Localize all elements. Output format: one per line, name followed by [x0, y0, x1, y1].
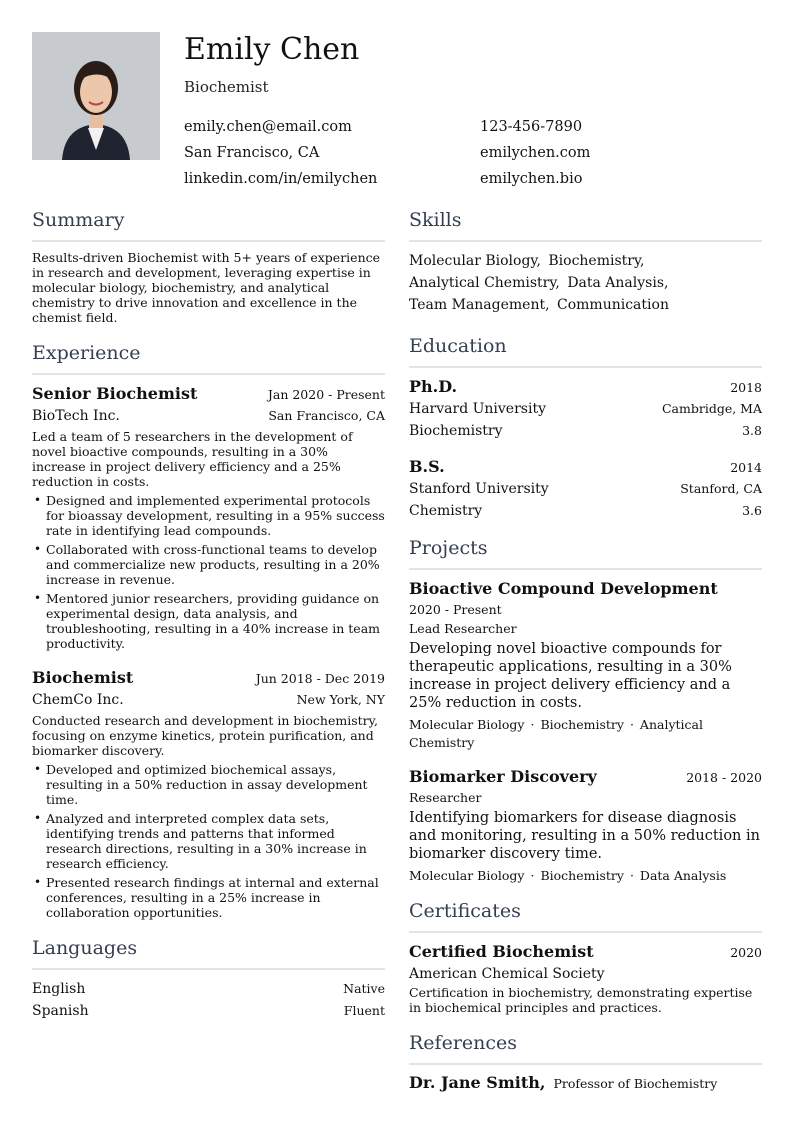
skills-heading: Skills [409, 208, 762, 242]
education-entry [409, 456, 762, 522]
summary-text: Results-driven Biochemist with 5+ years of experience in research and development, leveraging expertise in molecular biology, biochemistry, and analytical chemistry to drive innovation and excellence in the chemist field. [32, 250, 381, 325]
skill-item: Communication [557, 297, 669, 313]
certificate-description: Certification in biochemistry, demonstrating expertise in biochemical principles and practices. [409, 985, 753, 1015]
edu-year: 2014 [730, 460, 762, 475]
project-name: Bioactive Compound Development [409, 579, 718, 598]
project-role: Lead Researcher [409, 621, 517, 636]
edu-degree: B.S. [409, 457, 445, 476]
website-link[interactable]: emilychen.com [480, 145, 591, 161]
reference-name: Dr. Jane Smith, [409, 1073, 546, 1092]
edu-field: Biochemistry [409, 423, 503, 439]
job-company: ChemCo Inc. [32, 692, 124, 708]
profile-photo [32, 32, 160, 160]
contact-left [184, 114, 377, 192]
edu-field: Chemistry [409, 503, 483, 519]
edu-location: Cambridge, MA [661, 401, 762, 416]
job-bullet: • Presented research findings at internal and external conferences, resulting in a 25% increase in collaboration opportunities. [32, 875, 385, 920]
language-level: Fluent [343, 1003, 385, 1018]
reference-entry [409, 1073, 762, 1092]
project-tag: Molecular Biology [409, 868, 525, 883]
project-tag: Biochemistry [540, 717, 624, 732]
job-bullet: • Analyzed and interpreted complex data sets, identifying trends and patterns that informed research directions, resulting in a 30% increase in research efficiency. [32, 811, 385, 871]
experience-heading: Experience [32, 341, 385, 375]
summary-heading: Summary [32, 208, 385, 242]
language-row [32, 978, 385, 1000]
skills-list [409, 250, 762, 316]
projects-heading: Projects [409, 536, 762, 570]
language-name: English [32, 981, 86, 997]
project-dates: 2018 - 2020 [686, 770, 762, 785]
skill-item: Data Analysis, [567, 275, 669, 291]
candidate-name: Emily Chen [184, 32, 360, 67]
job-dates: Jan 2020 - Present [267, 387, 385, 402]
edu-degree: Ph.D. [409, 377, 458, 396]
project-description: Identifying biomarkers for disease diagnosis and monitoring, resulting in a 50% reduction in biomarker discovery time. [409, 810, 760, 862]
edu-gpa: 3.8 [742, 423, 762, 438]
job-location: New York, NY [296, 692, 385, 707]
skill-item: Biochemistry, [548, 253, 645, 269]
certificate-title: Certified Biochemist [409, 942, 594, 961]
job-bullet: • Designed and implemented experimental protocols for bioassay development, resulting in a 95% success rate in identifying lead compounds. [32, 493, 385, 538]
reference-role: Professor of Biochemistry [553, 1076, 718, 1091]
left-column [32, 208, 385, 1022]
job-title: Senior Biochemist [32, 384, 198, 403]
linkedin-link[interactable]: linkedin.com/in/emilychen [184, 171, 378, 187]
job-bullet: • Collaborated with cross-functional teams to develop and commercialize new products, resulting in a 20% increase in revenue. [32, 542, 385, 587]
project-tag: Analytical Chemistry [409, 717, 703, 750]
edu-location: Stanford, CA [680, 481, 762, 496]
resume-header [32, 32, 762, 192]
job-bullets [32, 762, 385, 920]
education-entry [409, 376, 762, 442]
job-bullets [32, 493, 385, 651]
job-bullet: • Developed and optimized biochemical assays, resulting in a 50% reduction in assay development time. [32, 762, 385, 807]
edu-year: 2018 [730, 380, 762, 395]
edu-school: Harvard University [409, 401, 546, 417]
project-entry [409, 766, 762, 885]
references-heading: References [409, 1031, 762, 1065]
project-tags: Molecular Biology · Biochemistry · Analytical Chemistry [409, 717, 703, 750]
email-link[interactable]: emily.chen@email.com [184, 119, 352, 135]
profile-photo-image [32, 32, 160, 160]
job-dates: Jun 2018 - Dec 2019 [255, 671, 385, 686]
job-description: Led a team of 5 researchers in the development of novel bioactive compounds, resulting in a 30% increase in project delivery efficiency and a 25% reduction in costs. [32, 429, 353, 489]
languages-heading: Languages [32, 936, 385, 970]
project-tags: Molecular Biology · Biochemistry · Data Analysis [409, 868, 727, 883]
job-entry [32, 667, 385, 920]
job-bullet: • Mentored junior researchers, providing guidance on experimental design, data analysis, and troubleshooting, resulting in a 40% increase in team productivity. [32, 591, 385, 651]
edu-school: Stanford University [409, 481, 549, 497]
skill-item: Analytical Chemistry, [409, 275, 560, 291]
project-tag: Data Analysis [639, 868, 727, 883]
job-description: Conducted research and development in biochemistry, focusing on enzyme kinetics, protein purification, and biomarker discovery. [32, 713, 379, 758]
project-dates: 2020 - Present [409, 602, 502, 617]
right-column [409, 208, 762, 1092]
bio-link[interactable]: emilychen.bio [480, 171, 583, 187]
project-role: Researcher [409, 790, 482, 805]
language-level: Native [343, 981, 385, 996]
skill-item: Molecular Biology, [409, 253, 541, 269]
language-name: Spanish [32, 1003, 89, 1019]
certificate-issuer: American Chemical Society [409, 966, 605, 982]
edu-gpa: 3.6 [742, 503, 762, 518]
job-entry [32, 383, 385, 651]
job-company: BioTech Inc. [32, 408, 120, 424]
certificate-year: 2020 [730, 945, 762, 960]
location-text: San Francisco, CA [184, 145, 320, 161]
job-title: Biochemist [32, 668, 134, 687]
skill-item: Team Management, [409, 297, 550, 313]
language-row [32, 1000, 385, 1022]
project-name: Biomarker Discovery [409, 767, 597, 786]
project-entry [409, 578, 762, 752]
job-location: San Francisco, CA [268, 408, 385, 423]
project-tag: Molecular Biology [409, 717, 525, 732]
certificates-heading: Certificates [409, 899, 762, 933]
contact-right [480, 114, 590, 192]
project-description: Developing novel bioactive compounds for therapeutic applications, resulting in a 30% increase in project delivery efficiency and a 25% reduction in costs. [409, 641, 732, 711]
candidate-title: Biochemist [184, 78, 269, 96]
education-heading: Education [409, 334, 762, 368]
phone-text: 123-456-7890 [480, 119, 583, 135]
project-tag: Biochemistry [540, 868, 624, 883]
